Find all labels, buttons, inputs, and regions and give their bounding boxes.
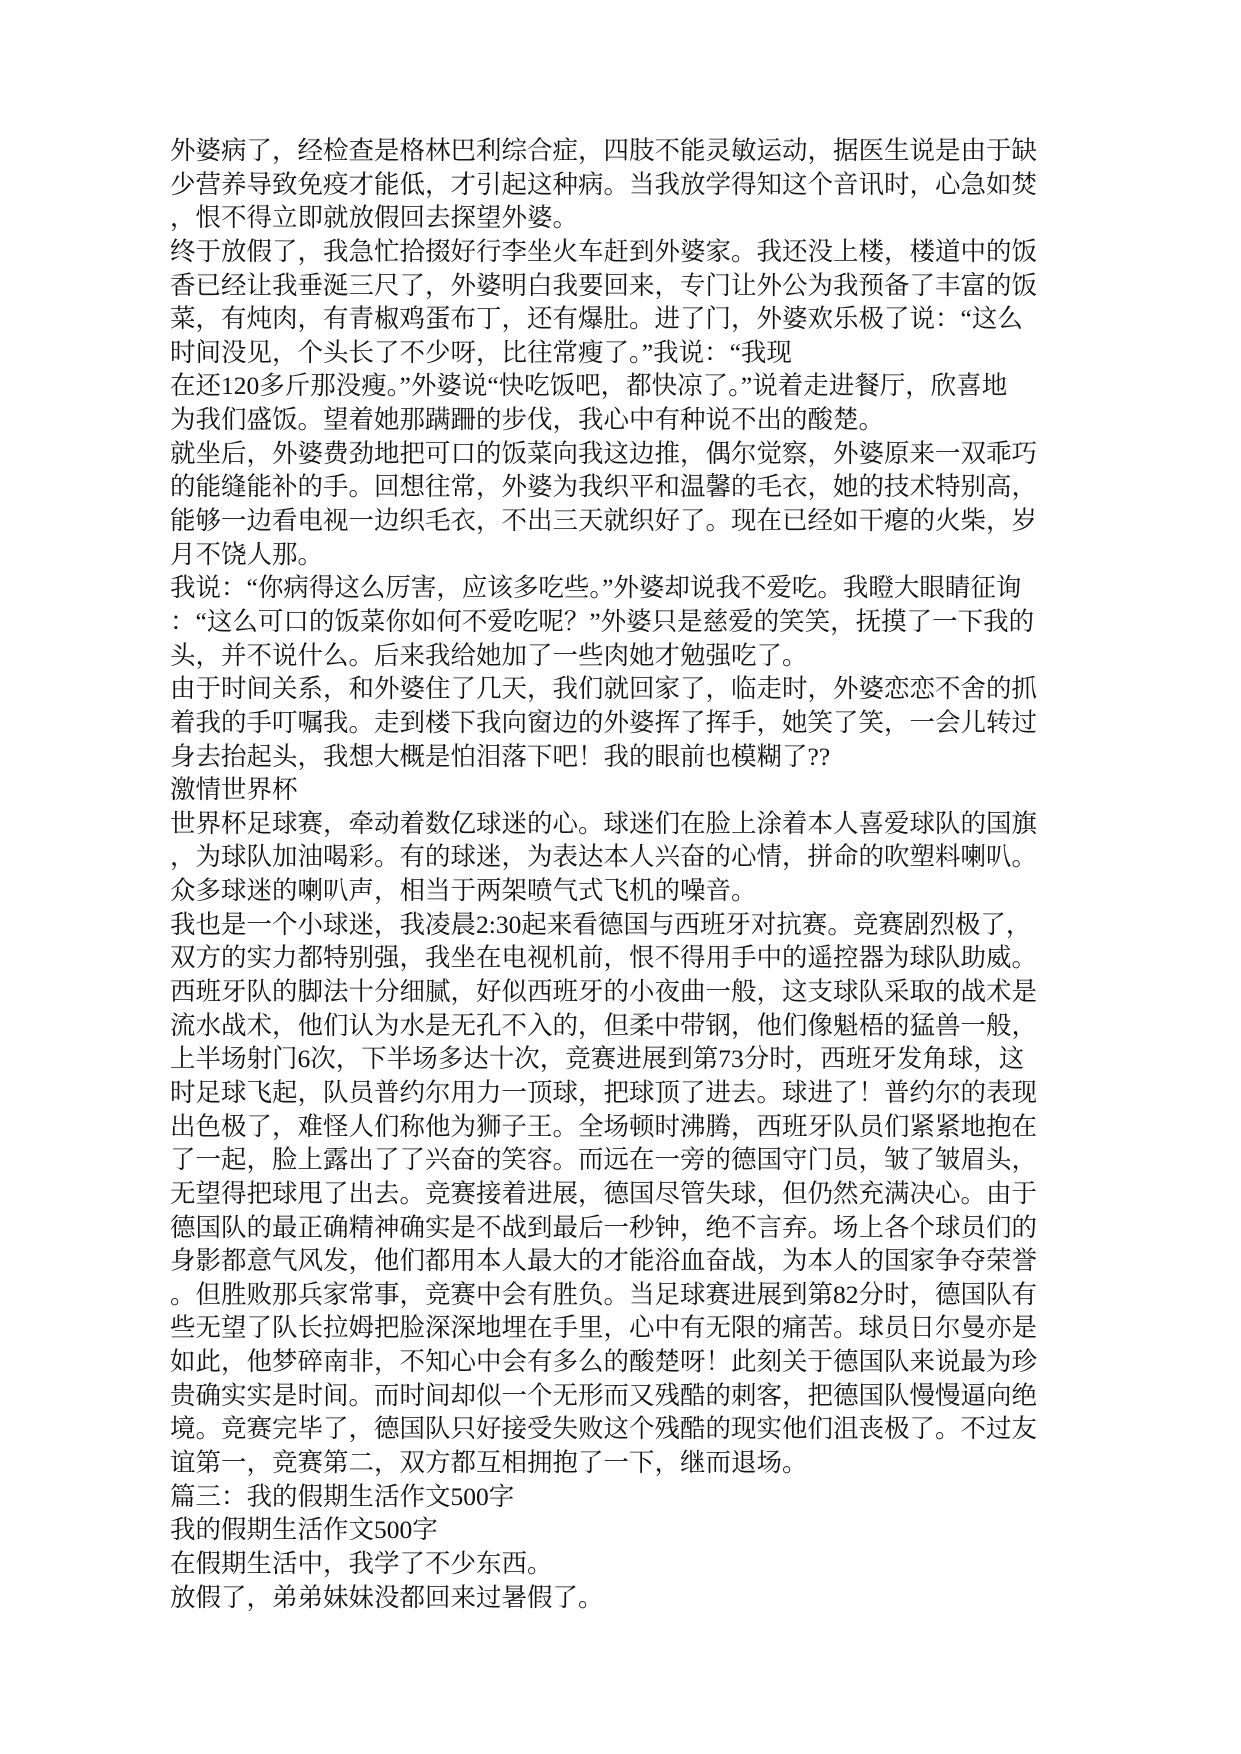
text-line: 身影都意气风发，他们都用本人最大的才能浴血奋战，为本人的国家争夺荣誉 xyxy=(170,1246,1038,1276)
text-line: 我也是一个小球迷，我凌晨2:30起来看德国与西班牙对抗赛。竞赛剧烈极了， xyxy=(170,909,1032,939)
text-line: 时足球飞起，队员普约尔用力一顶球，把球顶了进去。球进了！普约尔的表现 xyxy=(170,1077,1038,1107)
section-title: 篇三：我的假期生活作文500字 xyxy=(170,1481,515,1511)
text-line: 能够一边看电视一边织毛衣，不出三天就织好了。现在已经如干瘪的火柴，岁 xyxy=(170,506,1038,536)
text-line: 贵确实实是时间。而时间却似一个无形而又残酷的刺客，把德国队慢慢逼向绝 xyxy=(170,1380,1038,1410)
text-line: 无望得把球甩了出去。竞赛接着进展，德国尽管失球，但仍然充满决心。由于 xyxy=(170,1178,1038,1208)
text-line: 头，并不说什么。后来我给她加了一些肉她才勉强吃了。 xyxy=(170,640,808,670)
text-line: 的能缝能补的手。回想往常，外婆为我织平和温馨的毛衣，她的技术特别高， xyxy=(170,472,1038,502)
text-line: 在假期生活中，我学了不少东西。 xyxy=(170,1548,553,1578)
text-line: 在还120多斤那没瘦。”外婆说“快吃饭吧，都快凉了。”说着走进餐厅，欣喜地 xyxy=(170,371,1008,401)
text-line: 时间没见，个头长了不少呀，比往常瘦了。”我说：“我现 xyxy=(170,337,792,367)
text-line: 境。竞赛完毕了，德国队只好接受失败这个残酷的现实他们沮丧极了。不过友 xyxy=(170,1414,1038,1444)
text-line: 终于放假了，我急忙拾掇好行李坐火车赶到外婆家。我还没上楼，楼道中的饭 xyxy=(170,236,1038,266)
text-line: 。但胜败那兵家常事，竞赛中会有胜负。当足球赛进展到第82分时，德国队有 xyxy=(170,1279,1038,1309)
text-line: ，恨不得立即就放假回去探望外婆。 xyxy=(170,203,579,233)
text-line: 西班牙队的脚法十分细腻，好似西班牙的小夜曲一般，这支球队采取的战术是 xyxy=(170,977,1038,1007)
text-line: 如此，他梦碎南非，不知心中会有多么的酸楚呀！此刻关于德国队来说最为珍 xyxy=(170,1347,1038,1377)
text-line: 出色极了，难怪人们称他为狮子王。全场顿时沸腾，西班牙队员们紧紧地抱在 xyxy=(170,1111,1038,1141)
text-line: 双方的实力都特别强，我坐在电视机前，恨不得用手中的遥控器为球队助威。 xyxy=(170,943,1038,973)
text-line: 少营养导致免疫才能低，才引起这种病。当我放学得知这个音讯时，心急如焚 xyxy=(170,169,1038,199)
text-line: 月不饶人那。 xyxy=(170,539,324,569)
text-line: 由于时间关系，和外婆住了几天，我们就回家了，临走时，外婆恋恋不舍的抓 xyxy=(170,674,1038,704)
text-line: 世界杯足球赛，牵动着数亿球迷的心。球迷们在脸上涂着本人喜爱球队的国旗 xyxy=(170,808,1038,838)
text-line: 我说：“你病得这么厉害，应该多吃些。”外婆却说我不爱吃。我瞪大眼睛征询 xyxy=(170,573,1022,603)
text-line: 流水战术，他们认为水是无孔不入的，但柔中带钢，他们像魁梧的猛兽一般， xyxy=(170,1010,1038,1040)
text-line: 众多球迷的喇叭声，相当于两架喷气式飞机的噪音。 xyxy=(170,876,757,906)
text-line: 谊第一，竞赛第二，双方都互相拥抱了一下，继而退场。 xyxy=(170,1447,808,1477)
text-line: 为我们盛饭。望着她那蹒跚的步伐，我心中有种说不出的酸楚。 xyxy=(170,405,885,435)
text-line: 些无望了队长拉姆把脸深深地埋在手里，心中有无限的痛苦。球员日尔曼亦是 xyxy=(170,1313,1038,1343)
text-line: 就坐后，外婆费劲地把可口的饭菜向我这边推，偶尔觉察，外婆原来一双乖巧 xyxy=(170,438,1038,468)
text-line: 身去抬起头，我想大概是怕泪落下吧！我的眼前也模糊了?? xyxy=(170,741,831,771)
text-line: 外婆病了，经检查是格林巴利综合症，四肢不能灵敏运动，据医生说是由于缺 xyxy=(170,136,1038,165)
section-title: 我的假期生活作文500字 xyxy=(170,1515,438,1545)
text-line: 了一起，脸上露出了了兴奋的笑容。而远在一旁的德国守门员，皱了皱眉头， xyxy=(170,1145,1038,1175)
text-line: 德国队的最正确精神确实是不战到最后一秒钟，绝不言弃。场上各个球员们的 xyxy=(170,1212,1038,1242)
document-body xyxy=(170,134,1130,1614)
text-line: 上半场射门6次，下半场多达十次，竞赛进展到第73分时，西班牙发角球，这 xyxy=(170,1044,1025,1074)
text-line: ，为球队加油喝彩。有的球迷，为表达本人兴奋的心情，拼命的吹塑料喇叭。 xyxy=(170,842,1038,872)
section-title: 激情世界杯 xyxy=(170,775,298,805)
text-line: 着我的手叮嘱我。走到楼下我向窗边的外婆挥了挥手，她笑了笑，一会儿转过 xyxy=(170,707,1038,737)
text-line: 香已经让我垂涎三尺了，外婆明白我要回来，专门让外公为我预备了丰富的饭 xyxy=(170,270,1038,300)
text-line: 菜，有炖肉，有青椒鸡蛋布丁，还有爆肚。进了门，外婆欢乐极了说：“这么 xyxy=(170,304,1023,334)
text-line: ：“这么可口的饭菜你如何不爱吃呢？”外婆只是慈爱的笑笑，抚摸了一下我的 xyxy=(170,606,1035,636)
text-line: 放假了，弟弟妹妹没都回来过暑假了。 xyxy=(170,1582,604,1612)
